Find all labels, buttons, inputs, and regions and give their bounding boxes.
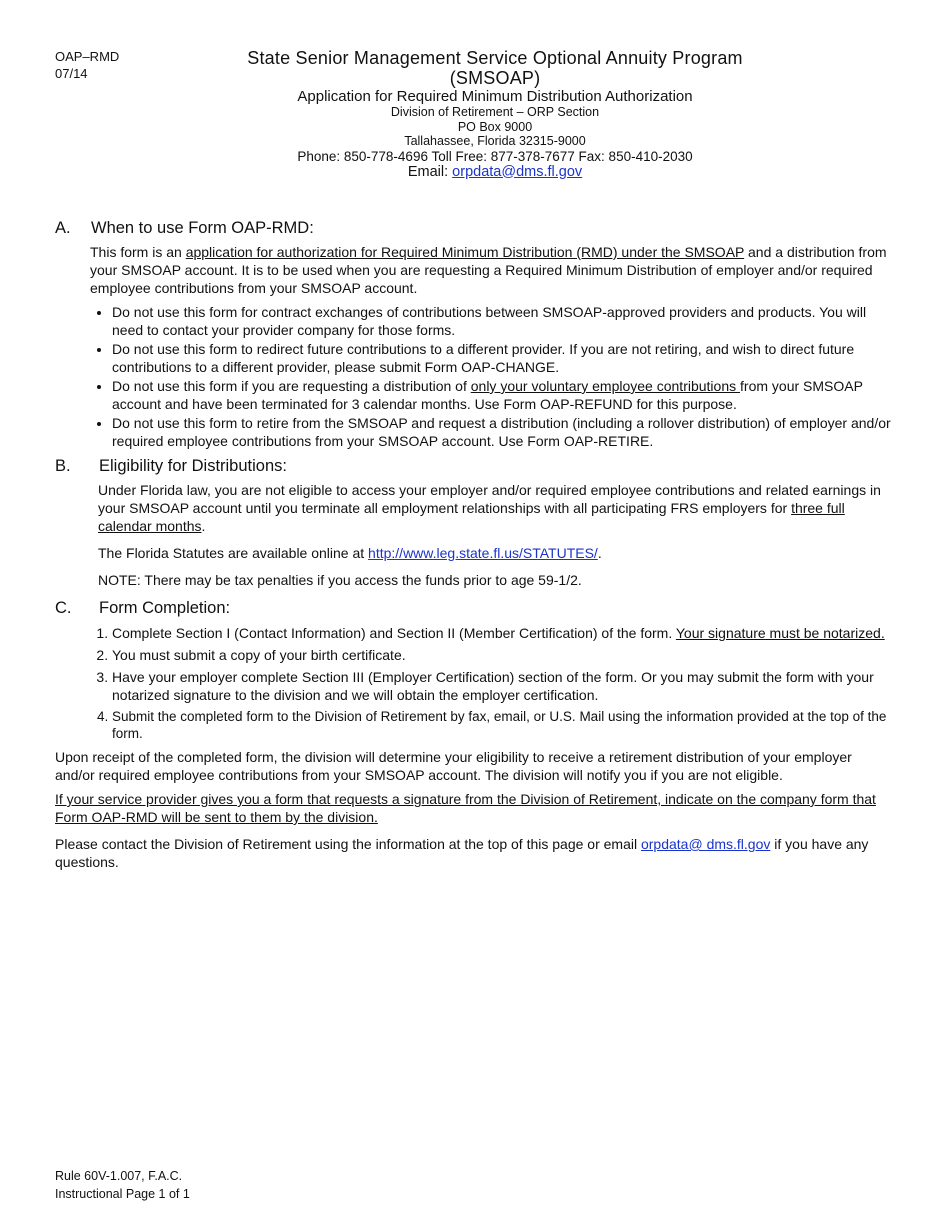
phone-numbers: Phone: 850-778-4696 Toll Free: 877-378-7677 Fax: 850-410-2030 — [297, 148, 693, 164]
header-email-line — [200, 164, 790, 181]
section-a-letter: A. — [55, 219, 71, 237]
receipt-paragraph: Upon receipt of the completed form, the division will determine your eligibility to receive a retirement distribution of your employer and/or required employee contributions from your SMSOAP account. The division will notify you if you are not eligible. — [55, 749, 852, 783]
section-c-title: Form Completion: — [99, 599, 231, 617]
section-c-heading — [55, 598, 895, 618]
intro-text: This form is an — [90, 244, 186, 260]
step-underlined-text: Your signature must be notarized. — [675, 625, 885, 641]
eligibility-text: Under Florida law, you are not eligible to access your employer and/or required employee contributions and related earnings in your SMSOAP account until you terminate all employment relationships with all participating FRS employers for — [98, 482, 881, 516]
section-a-heading — [55, 218, 895, 238]
eligibility-text-end: . — [201, 518, 206, 534]
section-b-heading — [55, 456, 895, 476]
email-label: Email: — [407, 163, 453, 180]
form-code: OAP–RMD — [55, 49, 120, 64]
contact-text: Please contact the Division of Retirement using the information at the top of this page or email — [55, 836, 641, 852]
header-email-link[interactable]: orpdata@dms.fl.gov — [452, 163, 583, 180]
document-title-abbr: (SMSOAP) — [449, 68, 541, 88]
intro-text-end: and a distribution from your SMSOAP account. It is to be used when you are requesting a Required Minimum Distribution of employer and/or required employee contributions from your SMSOAP account. — [90, 244, 887, 296]
step-text: Complete Section I (Contact Information) and Section II (Member Certification) of the form. — [112, 625, 676, 641]
section-a-intro — [90, 243, 895, 297]
tax-note: NOTE: There may be tax penalties if you access the funds prior to age 59-1/2. — [98, 572, 582, 588]
step-employer-certification: 3. Have your employer complete Section III (Employer Certification) section of the form. Or you may submit the form with your notarized signature to the division and we will obtain the employer certification. — [112, 668, 895, 704]
page-footer — [55, 1167, 190, 1203]
document-title: State Senior Management Service Optional Annuity Program — [247, 48, 743, 68]
document-subtitle: Application for Required Minimum Distribution Authorization — [297, 88, 693, 105]
bullet-retire: • Do not use this form to retire from the SMSOAP and request a distribution (including a rollover distribution) of employer and/or required employee contributions from your SMSOAP account. Use Form OAP-RETIRE. — [112, 414, 895, 450]
instructions-body — [55, 218, 895, 871]
eligibility-paragraph — [98, 481, 895, 535]
completion-steps — [55, 624, 895, 742]
document-header — [200, 48, 790, 181]
eligibility-underlined-text: three full calendar months — [98, 500, 845, 534]
form-code-block — [55, 48, 119, 82]
contact-text-end: if you have any questions. — [55, 836, 869, 870]
statutes-link[interactable]: http://www.leg.state.fl.us/STATUTES/ — [368, 545, 598, 561]
statutes-text-end: . — [597, 545, 602, 561]
page-number: Instructional Page 1 of 1 — [55, 1187, 190, 1201]
po-box: PO Box 9000 — [457, 119, 533, 134]
section-a-title: When to use Form OAP-RMD: — [91, 219, 314, 237]
bullet-text-end: from your SMSOAP account and have been terminated for 3 calendar months. Use Form OAP-REFUND for this purpose. — [112, 378, 863, 412]
section-a-bullets — [55, 303, 895, 450]
step-complete-sections — [112, 624, 895, 642]
statutes-paragraph — [98, 544, 895, 562]
bullet-voluntary-contributions — [112, 377, 895, 413]
section-b-letter: B. — [55, 457, 71, 475]
contact-email-link[interactable]: orpdata@ dms.fl.gov — [640, 836, 771, 852]
section-c-letter: C. — [55, 599, 72, 617]
bullet-underlined-text: only your voluntary employee contributions — [470, 378, 741, 394]
section-b-title: Eligibility for Distributions: — [99, 457, 287, 475]
form-revision-date: 07/14 — [55, 66, 88, 81]
bullet-redirect-contributions: • Do not use this form to redirect future contributions to a different provider. If you are not retiring, and wish to direct future contributions to a different provider, please submit Form OAP-CHANGE. — [112, 340, 895, 376]
division-name: Division of Retirement – ORP Section — [390, 105, 600, 119]
intro-underlined-text: application for authorization for Required Minimum Distribution (RMD) under the SMSOAP — [185, 244, 745, 260]
step-submit-form: 4. Submit the completed form to the Division of Retirement by fax, email, or U.S. Mail using the information provided at the top of the form. — [112, 708, 895, 742]
provider-note: If your service provider gives you a form that requests a signature from the Division of Retirement, indicate on the company form that Form OAP-RMD will be sent to them by the division. — [55, 791, 876, 825]
rule-reference: Rule 60V-1.007, F.A.C. — [55, 1169, 183, 1183]
bullet-contract-exchanges: • Do not use this form for contract exchanges of contributions between SMSOAP-approved providers and products. You will need to contact your provider company for those forms. — [112, 303, 895, 339]
step-birth-certificate: 2. You must submit a copy of your birth certificate. — [112, 646, 895, 664]
city-address: Tallahassee, Florida 32315-9000 — [404, 134, 586, 148]
contact-paragraph — [55, 835, 895, 871]
bullet-text: Do not use this form if you are requesting a distribution of — [112, 378, 471, 394]
statutes-text: The Florida Statutes are available online at — [98, 545, 369, 561]
